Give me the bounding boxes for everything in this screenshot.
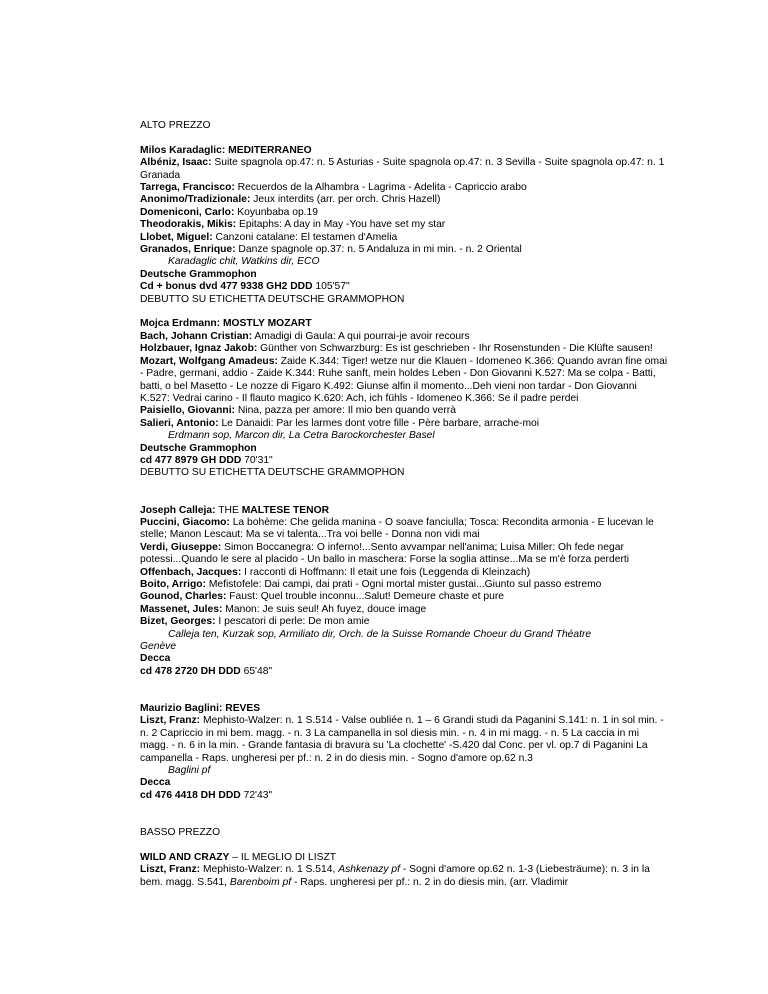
work-line [140,343,668,355]
performers-text: Calleja ten, Kurzak sop, Armiliato dir, Orch. de la Suisse Romande Choeur du Grand Théatre [168,628,592,640]
label [140,777,668,789]
composer: Bach, Johann Cristian: [140,330,253,342]
album-header [140,505,668,517]
work-line [140,418,668,430]
composer: Tarrega, Francisco: [140,182,235,194]
catalog-line [140,455,668,467]
composer: Salieri, Antonio: [140,417,219,429]
label [140,653,668,665]
work-text: Amadigi di Gaula: A qui pourrai-je avoir recours [252,330,470,342]
work-text: Mephisto-Walzer: n. 1 S.514, [200,864,339,876]
performers-text: Baglini pf [168,765,211,777]
work-text: Nina, pazza per amore: Il mio ben quando verrà [235,405,456,417]
performers-continued [140,641,668,653]
work-text: I pescatori di perle: De mon amie [215,616,370,628]
composer: Boito, Arrigo: [140,578,206,590]
album-note: DEBUTTO SU ETICHETTA DEUTSCHE GRAMMOPHON [140,293,405,305]
catalog-number: Cd + bonus dvd 477 9338 GH2 DDD [140,281,313,293]
work-line [140,864,668,889]
catalog-line [140,281,668,293]
composer: Domeniconi, Carlo: [140,206,235,218]
album-wild-and-crazy [140,852,668,889]
album-subtitle: – IL MEGLIO DI LISZT [229,851,337,863]
composer: Massenet, Jules: [140,603,223,615]
work-line [140,232,668,244]
work-line [140,579,668,591]
duration: 105'57" [312,281,350,293]
album-erdmann [140,318,668,479]
album-title: MALTESE TENOR [241,504,330,516]
album-title: REVES [222,703,261,715]
album-header [140,318,668,330]
work-text: Faust: Quel trouble inconnu...Salut! Demeure chaste et pure [226,591,504,603]
work-text: Günther von Schwarzburg: Es ist geschrieben - Ihr Rosenstunden - Die Klüfte sausen! [257,343,653,355]
album-title-prefix: THE [215,504,242,516]
album-calleja [140,505,668,679]
work-text: I racconti di Hoffmann: Il etait une fois (Leggenda di Kleinzach) [241,566,531,578]
performers-text: Erdmann sop, Marcon dir, La Cetra Barockorchester Basel [168,430,435,442]
work-text: Mefistofele: Dai campi, dai prati - Ogni mortal mister gustai...Giunto sul passo estremo [205,578,602,590]
album-header [140,703,668,715]
catalog-number: cd 477 8979 GH DDD [140,454,242,466]
artist: Milos Karadaglic: [140,144,226,156]
composer: Liszt, Franz: [140,864,201,876]
document-page [140,120,668,889]
artist: Maurizio Baglini: [140,703,223,715]
work-line [140,219,668,231]
performers [140,765,668,777]
label [140,269,668,281]
work-line [140,182,668,194]
composer: Gounod, Charles: [140,591,227,603]
work-line [140,244,668,256]
work-text: - Sogni d'amore op.62 n. 1-3 (Liebesträume): n. 3 in la bem. magg. S.541, [140,864,650,888]
work-line [140,331,668,343]
section-title-basso: BASSO PREZZO [140,827,221,839]
label [140,443,668,455]
work-line [140,604,668,616]
work-line [140,194,668,206]
album-karadaglic [140,145,668,306]
album-title: WILD AND CRAZY [140,851,230,863]
work-line [140,616,668,628]
duration: 72'43" [240,789,273,801]
work-line [140,715,668,765]
work-text: Le Danaidi: Par les larmes dont votre fille - Père barbare, arrache-moi [218,417,540,429]
performer: Barenboim pf [229,876,292,888]
work-line [140,405,668,417]
catalog-number: cd 478 2720 DH DDD [140,665,241,677]
composer: Granados, Enrique: [140,244,236,256]
composer: Anonimo/Tradizionale: [140,194,251,206]
composer: Paisiello, Giovanni: [140,405,235,417]
section-title-alto: ALTO PREZZO [140,120,211,131]
label-text: Deutsche Grammophon [140,268,257,280]
composer: Verdi, Giuseppe: [140,541,222,553]
composer: Theodorakis, Mikis: [140,219,237,231]
work-text: Recuerdos de la Alhambra - Lagrima - Adelita - Capriccio arabo [234,182,527,194]
artist: Joseph Calleja: [140,504,216,516]
work-text: Canzoni catalane: El testamen d'Amelia [212,231,398,243]
label-text: Decca [140,653,171,665]
work-line [140,356,668,406]
composer: Mozart, Wolfgang Amadeus: [140,355,278,367]
album-header [140,145,668,157]
work-text: Suite spagnola op.47: n. 5 Asturias - Suite spagnola op.47: n. 3 Sevilla - Suite spagnola op.47: n. 1 Granada [140,157,665,181]
work-text: Simon Boccanegra: O inferno!...Sento avvampar nell'anima; Luisa Miller: Oh fede negar potessi...Quando le sere al placido - Un ballo in maschera: Forse la soglia attinse...Ma se m'è forza perderti [140,541,630,566]
catalog-line [140,790,668,802]
work-line [140,567,668,579]
label-text: Deutsche Grammophon [140,442,257,454]
album-title: MEDITERRANEO [225,144,312,156]
duration: 65'48" [240,665,273,677]
work-text: Mephisto-Walzer: n. 1 S.514 - Valse oubliée n. 1 – 6 Grandi studi da Paganini S.141: n. 1 in sol min. - n. 2 Capriccio in mi bem. magg. - n. 3 La campanella in sol diesis min. - n. 4 in mi magg. - n. 5 La caccia in mi magg. - n. 6 in la min. - Grande fantasia di bravura su 'La clochette' -S.420 dal Conc. per vl. op.7 di Paganini La campanella - Raps. ungheresi per pf.: n. 2 in do diesis min. - Sogno d'amore op.62 n.3 [140,715,664,764]
duration: 70'31" [241,454,273,466]
label-text: Decca [140,777,171,789]
work-text: - Raps. ungheresi per pf.: n. 2 in do diesis min. (arr. Vladimir [291,876,569,888]
album-baglini [140,703,668,802]
album-header [140,852,668,864]
work-text: Epitaphs: A day in May -You have set my star [236,219,446,231]
work-line [140,542,668,567]
catalog-line [140,666,668,678]
work-line [140,517,668,542]
composer: Puccini, Giacomo: [140,516,230,528]
work-text: Koyunbaba op.19 [234,206,318,218]
performers [140,430,668,442]
work-text: Manon: Je suis seul! Ah fuyez, douce image [222,603,427,615]
work-text: Zaide K.344: Tiger! wetze nur die Klauen - Idomeneo K.366: Quando avran fine omai - Padre, germani, addio - Zaide K.344: Ruhe sanft, mein holdes Leben - Don Giovanni K.527: Ma se colpa - Batti, batti, o bel Masetto - Le nozze di Figaro K.492: Giunse alfin il momento...Deh vieni non tardar - Don Giovanni K.527: Vedrai carino - Il flauto magico K.620: Ach, ich fühls - Idomeneo K.366: Se il padre perdei [140,355,668,404]
work-text: Danze spagnole op.37: n. 5 Andaluza in mi min. - n. 2 Oriental [235,244,522,256]
work-line [140,591,668,603]
composer: Holzbauer, Ignaz Jakob: [140,343,258,355]
composer: Offenbach, Jacques: [140,566,242,578]
work-text: La bohème: Che gelida manina - O soave fanciulla; Tosca: Recondita armonia - E lucevan le stelle; Manon Lescaut: Ma se vi talenta...Tra voi belle - Donna non vidi mai [140,516,654,541]
performers [140,256,668,268]
performers [140,629,668,641]
composer: Albéniz, Isaac: [140,157,212,169]
performers-text: Genève [140,641,177,653]
catalog-number: cd 476 4418 DH DDD [140,789,241,801]
work-line [140,207,668,219]
composer: Bizet, Georges: [140,616,216,628]
work-text: Jeux interdits (arr. per orch. Chris Hazell) [250,194,441,206]
performer: Ashkenazy pf [338,864,401,876]
composer: Llobet, Miguel: [140,231,213,243]
performers-text: Karadaglic chit, Watkins dir, ECO [168,256,320,268]
artist: Mojca Erdmann: [140,318,221,330]
album-title: MOSTLY MOZART [220,318,312,330]
album-note: DEBUTTO SU ETICHETTA DEUTSCHE GRAMMOPHON [140,467,405,479]
work-line [140,157,668,182]
composer: Liszt, Franz: [140,715,201,727]
